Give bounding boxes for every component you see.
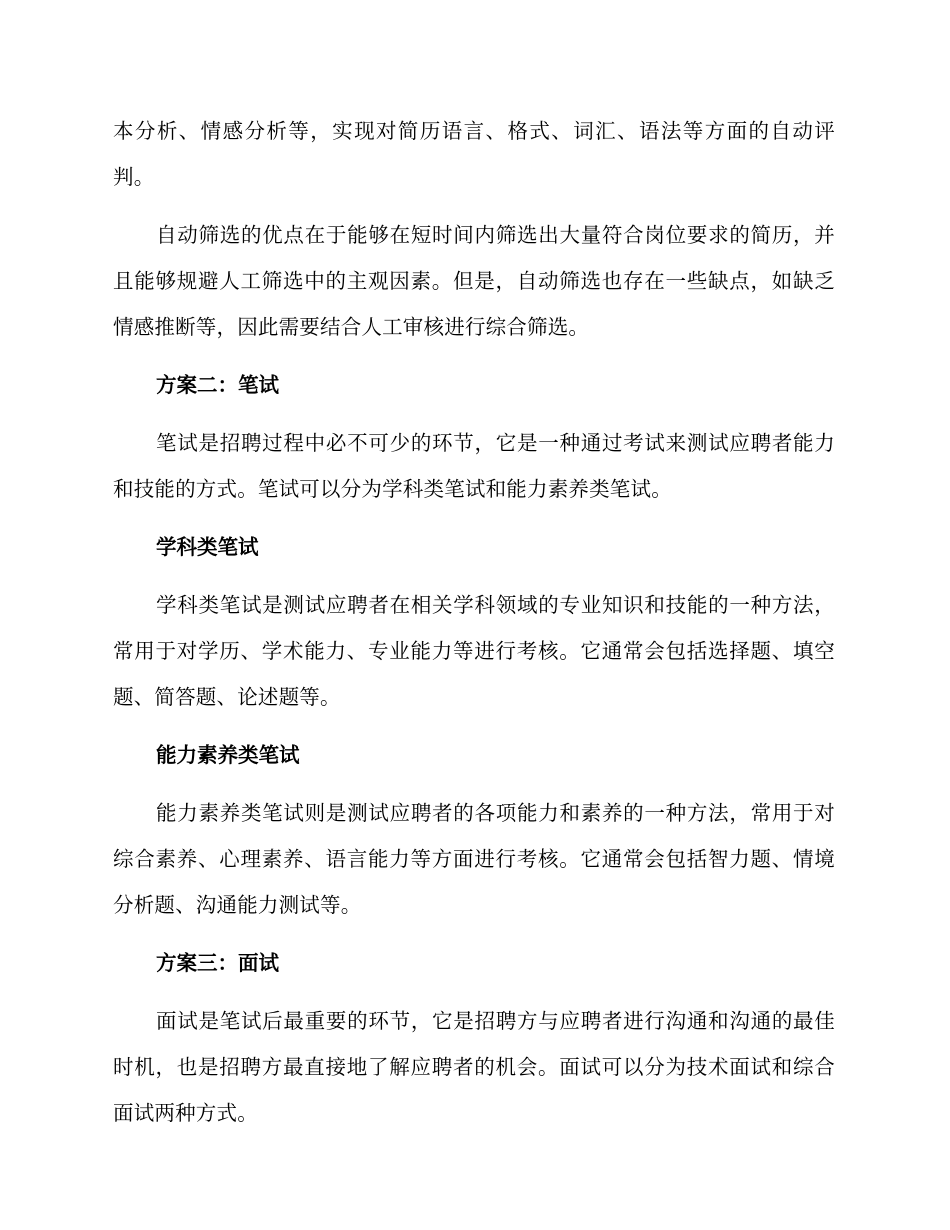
heading-subject-test: 学科类笔试 <box>156 535 259 559</box>
heading-plan-two: 方案二：笔试 <box>156 373 279 397</box>
heading-ability-test: 能力素养类笔试 <box>156 743 300 767</box>
paragraph-gap <box>113 720 835 732</box>
paragraph-written-test: 笔试是招聘过程中必不可少的环节，它是一种通过考试来测试应聘者能力和技能的方式。笔试可以分为学科类笔试和能力素养类笔试。 <box>113 431 835 501</box>
paragraph-gap <box>113 200 835 212</box>
paragraph-gap <box>113 928 835 940</box>
paragraph-gap <box>113 986 835 998</box>
paragraph-subject-test: 学科类笔试是测试应聘者在相关学科领域的专业知识和技能的一种方法，常用于对学历、学术能力、专业能力等进行考核。它通常会包括选择题、填空题、简答题、论述题等。 <box>113 593 835 709</box>
paragraph-gap <box>113 350 835 362</box>
paragraph-auto-screening: 自动筛选的优点在于能够在短时间内筛选出大量符合岗位要求的简历，并且能够规避人工筛选中的主观因素。但是，自动筛选也存在一些缺点，如缺乏情感推断等，因此需要结合人工审核进行综合筛选。 <box>113 223 835 339</box>
heading-plan-three: 方案三：面试 <box>156 951 279 975</box>
paragraph-gap <box>113 778 835 790</box>
paragraph-ability-test: 能力素养类笔试则是测试应聘者的各项能力和素养的一种方法，常用于对综合素养、心理素养、语言能力等方面进行考核。它通常会包括智力题、情境分析题、沟通能力测试等。 <box>113 801 835 917</box>
paragraph-gap <box>113 570 835 582</box>
document-page <box>113 108 835 1136</box>
paragraph-auto-judgement: 本分析、情感分析等，实现对简历语言、格式、词汇、语法等方面的自动评判。 <box>113 119 835 189</box>
paragraph-gap <box>113 408 835 420</box>
paragraph-interview: 面试是笔试后最重要的环节，它是招聘方与应聘者进行沟通和沟通的最佳时机，也是招聘方最直接地了解应聘者的机会。面试可以分为技术面试和综合面试两种方式。 <box>113 1009 835 1125</box>
paragraph-gap <box>113 512 835 524</box>
